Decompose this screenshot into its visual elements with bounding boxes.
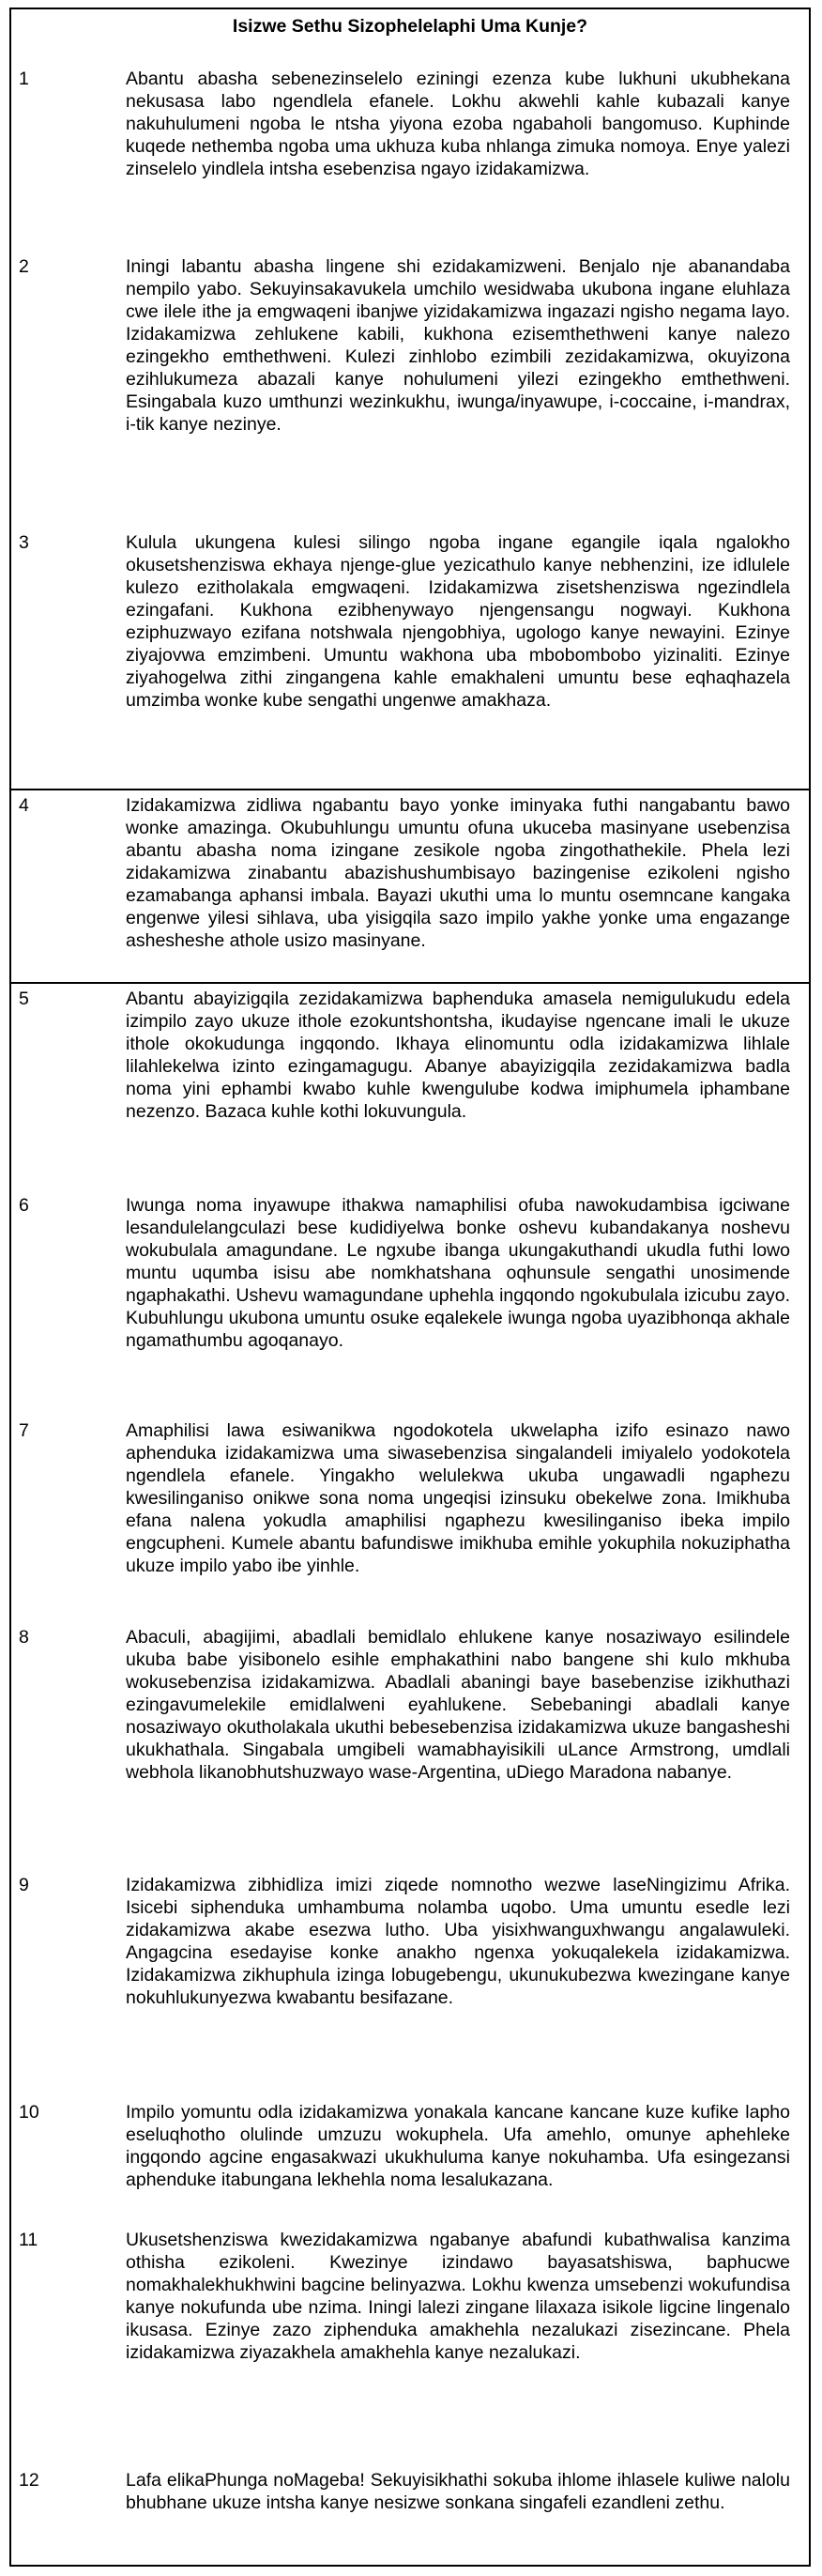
paragraph-text: Iningi labantu abasha lingene shi ezidakamizweni. Benjalo nje abanandaba nempilo yabo. Sekuyinsakavukela umchilo wesidwaba ukubona ingane eluhlaza cwe ilele ithe ja emgwaqeni ibanjwe yizidakamizwa ingazazi ngisho negama layo. Izidakamizwa zehlukene kabili, kukhona ezisemthethweni kanye nalezo ezingekho emthethweni. Kulezi zinhlobo ezimbili zezidakamizwa, okuyizona ezihlukumeza abazali kanye nohulumeni yilezi ezingekho emthethweni. Esingabala kuzo umthunzi wezinkukhu, iwunga/inyawupe, i-coccaine, i-mandrax, i-tik kanye nezinye. [126, 256, 790, 435]
paragraph-number: 8 [19, 1627, 29, 1648]
paragraph-text: Amaphilisi lawa esiwanikwa ngodokotela ukwelapha izifo esinazo nawo aphenduka izidakamizwa uma siwasebenzisa singalandeli imiyalelo yodokotela ngendlela efanele. Yingakho welulekwa ukuba ungawadli ngaphezu kwesilinganiso onikwe sona noma ungeqisi izinsuku obekelwe zona. Imikhuba efana nalena yokudla amaphilisi ngaphezu kwesilinganiso ibeka impilo engcupheni. Kumele abantu bafundiswe imikhuba emihle yokuphila nokuziphatha ukuze impilo yabo ibe yinhle. [126, 1420, 790, 1576]
paragraph-text: Iwunga noma inyawupe ithakwa namaphilisi ofuba nawokudambisa igciwane lesandulelangculazi bese kudidiyelwa bonke oshevu kubandakanya noshevu wokubulala amagundane. Le ngxube ibanga ukungakuthandi ukudla futhi lowo muntu uqumba isisu abe nomkhatshana oqhunsule sengathi unosimende ngaphakathi. Ushevu wamagundane uphehla ingqondo ngokubulala izicubu zayo. Kubuhlungu ukubona umuntu osuke eqalekele iwunga ngoba uyazibhonqa akhale ngamathumbu agoqanayo. [126, 1195, 790, 1351]
paragraph-text: Izidakamizwa zidliwa ngabantu bayo yonke iminyaka futhi nangabantu bawo wonke amazinga. Okubuhlungu umuntu ofuna ukuceba masinyane usebenzisa abantu abasha noma izingane zesikole ngoba zingothathekile. Phela lezi zidakamizwa zinabantu abazishushumbisayo bazingenise ezikoleni ngisho ezamabanga aphansi imbala. Bayazi ukuthi uma lo muntu osemncane kangaka engenwe yilesi sihlava, uba yisigqila sazo impilo yakhe yonke uma engazange ashesheshe athole usizo masinyane. [126, 795, 790, 951]
document-frame [9, 8, 811, 2567]
document-title: Isizwe Sethu Sizophelelaphi Uma Kunje? [232, 16, 588, 37]
paragraph-number: 1 [19, 69, 29, 89]
paragraph-number: 12 [19, 2470, 39, 2491]
paragraph-text: Lafa elikaPhunga noMageba! Sekuyisikhathi sokuba ihlome ihlasele kuliwe nalolu bhubhane ukuze intsha kanye nesizwe sonkana singafeli ezandleni zethu. [126, 2470, 790, 2513]
paragraph-number: 9 [19, 1875, 29, 1895]
paragraph-number: 10 [19, 2102, 39, 2123]
section-divider [11, 789, 809, 790]
paragraph-number: 3 [19, 532, 29, 553]
paragraph-number: 2 [19, 256, 29, 277]
paragraph-number: 7 [19, 1420, 29, 1441]
section-divider [11, 982, 809, 984]
paragraph-text: Kulula ukungena kulesi silingo ngoba ingane egangile iqala ngalokho okusetshenziswa ekhaya njenge-glue yezicathulo kanye nebhenzini, ize idlulele kulezo ezitholakala emgwaqeni. Izidakamizwa zisetshenziswa ngezindlela ezingafani. Kukhona ezibhenywayo njengensangu nogwayi. Kukhona eziphuzwayo ezifana notshwala njengobhiya, ugologo kanye newayini. Ezinye ziyajovwa emzimbeni. Umuntu wakhona uba mbobombobo yizinaliti. Ezinye ziyahogelwa zithi zingangena kahle emakhaleni umuntu bese eqhaqhazela umzimba wonke kube sengathi ungenwe amakhaza. [126, 532, 790, 711]
paragraph-number: 4 [19, 795, 29, 816]
paragraph-number: 11 [19, 2230, 38, 2250]
paragraph-number: 5 [19, 989, 29, 1009]
paragraph-text: Abantu abasha sebenezinselelo eziningi ezenza kube lukhuni ukubhekana nekusasa labo ngendlela efanele. Lokhu akwehli kahle kubazali kanye nakuhulumeni ngoba le ntsha yiyona ezoba ngabaholi bangomuso. Kuphinde kuqede nethemba ngoba uma ukhuza kuba nhlanga zimuka nomoya. Enye yalezi zinselelo yindlela intsha esebenzisa ngayo izidakamizwa. [126, 69, 790, 179]
paragraph-text: Abantu abayizigqila zezidakamizwa baphenduka amasela nemigulukudu edela izimpilo zayo ukuze ithole ezokuntshontsha, ikudayise ngencane imali le ukuze ithole okokudunga ingqondo. Ikhaya elinomuntu odla izidakamizwa lihlale lilahlekelwa izinto ezingamagugu. Abanye abayizigqila zezidakamizwa badla noma yini ephambi kwabo kuhle kwengulube kodwa imiphumela iphambane nezenzo. Bazaca kuhle kothi lokuvungula. [126, 989, 790, 1122]
paragraph-text: Ukusetshenziswa kwezidakamizwa ngabanye abafundi kubathwalisa kanzima othisha ezikoleni. Kwezinye izindawo bayasatshiswa, baphucwe nomakhalekhukhwini bagcine belinyazwa. Lokhu kwenza umsebenzi wokufundisa kanye nokufunda ube nzima. Iningi lalezi zingane lilaxaza isikole ligcine lingenalo ikusasa. Ezinye zazo ziphenduka amakhehla nezalukazi zisezincane. Phela izidakamizwa ziyazakhela amakhehla kanye nezalukazi. [126, 2230, 790, 2363]
paragraph-text: Izidakamizwa zibhidliza imizi ziqede nomnotho wezwe laseNingizimu Afrika. Isicebi siphenduka umhambuma nolamba uqobo. Uma umuntu esedle lezi zidakamizwa akabe esezwa lutho. Uba yisixhwanguxhwangu angalawuleki. Angagcina esedayise konke anakho ngenxa yokuqalekela izidakamizwa. Izidakamizwa zikhuphula izinga lobugebengu, ukunukubezwa kwezingane kanye nokuhlukunyezwa kwabantu besifazane. [126, 1875, 790, 2008]
paragraph-text: Impilo yomuntu odla izidakamizwa yonakala kancane kancane kuze kufike lapho eseluqhotho olulinde umzuzu wokuphela. Ufa amehlo, omunye aphehleke ingqondo agcine engasakwazi ukukhuluma kanye nokuhamba. Ufa esingezansi aphenduke itabungana lekhehla noma lesalukazana. [126, 2102, 790, 2190]
paragraph-number: 6 [19, 1195, 29, 1216]
paragraph-text: Abaculi, abagijimi, abadlali bemidlalo ehlukene kanye nosaziwayo esilindele ukuba babe yisibonelo esihle emphakathini nabo bangene shi kulo mkhuba wokusebenzisa izidakamizwa. Abadlali abaningi baye basebenzise izikhuthazi ezingavumelekile emidlalweni eyahlukene. Sebebaningi abadlali kanye nosaziwayo okutholakala ukuthi bebesebenzisa izidakamizwa ukuze bangasheshi ukukhathala. Singabala umgibeli wamabhayisikili uLance Armstrong, umdlali webhola likanobhutshuzwayo wase-Argentina, uDiego Maradona nabanye. [126, 1627, 790, 1783]
